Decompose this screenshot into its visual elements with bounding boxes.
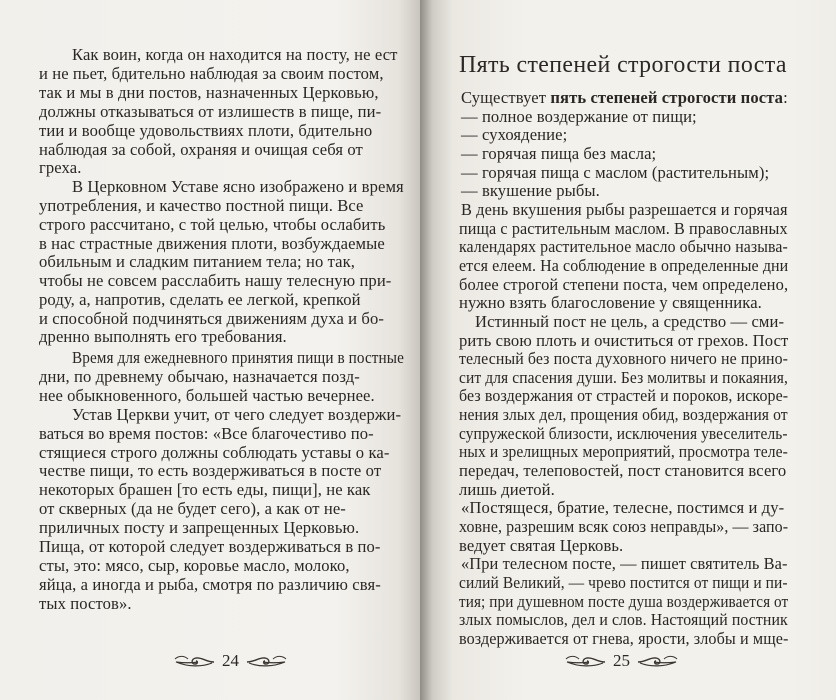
paragraph-line: без воздержания от страстей и пороков, искоре- bbox=[459, 386, 789, 406]
paragraph-line: роду, а, напротив, сделать ее легкой, крепкой bbox=[39, 290, 361, 310]
paragraph-line: календарях растительное масло обычно называ- bbox=[459, 237, 788, 257]
list-item: — полное воздержание от пищи; bbox=[461, 106, 697, 126]
list-item: — вкушение рыбы. bbox=[461, 181, 600, 201]
paragraph-line: тия; при душевном посте душа воздерживается от bbox=[459, 591, 789, 611]
paragraph-line: чтобы не совсем расслабить нашу телесную при- bbox=[39, 271, 392, 291]
paragraph-line: ется елеем. На соблюдение в определенные дни bbox=[459, 255, 789, 275]
list-item: — горячая пища без масла; bbox=[461, 143, 657, 163]
ornament-right-icon bbox=[636, 653, 680, 669]
paragraph-line: ховне, разрешим всяк союз неправды», — запо- bbox=[459, 517, 789, 537]
page-number: 24 bbox=[222, 651, 239, 670]
intro-text: Существует bbox=[461, 88, 551, 107]
list-item: — сухоядение; bbox=[461, 125, 568, 145]
paragraph-line: нужно взять благословение у священника. bbox=[459, 293, 762, 313]
paragraph-line: ваться во время постов: «Все благочестиво по- bbox=[39, 423, 374, 443]
paragraph-line: телесный без поста духовного ничего не прино- bbox=[459, 349, 789, 369]
paragraph-line: дренно выполнять его требования. bbox=[39, 327, 287, 347]
paragraph-line: супружеской близости, исключения увеселитель- bbox=[459, 423, 788, 443]
bleed-through-edge bbox=[792, 0, 836, 700]
paragraph-line: более строгой степени поста, чем определено, bbox=[459, 274, 789, 294]
intro-line bbox=[461, 88, 788, 107]
paragraph-line: в нас страстные движения плоти, возбуждаемые bbox=[39, 233, 385, 253]
paragraph-line: стящиеся строго должны соблюдать уставы о ка- bbox=[39, 442, 390, 462]
paragraph-line: В день вкушения рыбы разрешается и горячая bbox=[461, 199, 788, 219]
intro-colon: : bbox=[783, 88, 788, 107]
paragraph-line: тии и вообще удовольствиях плоти, бдительно bbox=[39, 120, 373, 140]
paragraph-line: должны отказываться от излишеств в пище, пи- bbox=[39, 101, 382, 121]
paragraph-line: передач, телеповостей, пост становится всего bbox=[459, 461, 787, 481]
paragraph-line: Устав Церкви учит, от чего следует воздержи- bbox=[72, 404, 402, 424]
paragraph-line: Как воин, когда он находится на посту, не ест bbox=[72, 45, 398, 64]
left-page-footer bbox=[172, 651, 289, 671]
paragraph-line: злых помыслов, дел и слов. Настоящий постник bbox=[459, 610, 788, 630]
paragraph-line: яйца, а иногда и рыба, смотря по различию свя- bbox=[39, 575, 381, 595]
paragraph-line: употребления, и качество постной пищи. Все bbox=[39, 195, 364, 215]
ornament-right-icon bbox=[245, 653, 289, 669]
paragraph-line: греха. bbox=[39, 157, 82, 177]
section-heading: Пять степеней строгости поста bbox=[459, 52, 787, 78]
paragraph-line: и не пьет, бдительно наблюдая за своим постом, bbox=[39, 63, 384, 83]
intro-bold-text: пять степеней строгости поста bbox=[550, 88, 784, 107]
paragraph-line: обильным и сладким питанием тела; но так, bbox=[39, 252, 356, 272]
paragraph-line: нения злых дел, прощения обид, воздержания от bbox=[459, 405, 788, 425]
paragraph-line: дни, по древнему обычаю, назначается позд- bbox=[39, 366, 360, 386]
paragraph-line: некоторых брашен [то есть еды, пищи], не как bbox=[39, 480, 371, 500]
paragraph-line: Истинный пост не цель, а средство — сми- bbox=[475, 311, 785, 331]
list-item: — горячая пища с маслом (растительным); bbox=[461, 162, 770, 182]
right-page-footer bbox=[563, 651, 680, 671]
ornament-left-icon bbox=[172, 653, 216, 669]
paragraph-line: строго рассчитано, с той целью, чтобы ослабить bbox=[39, 214, 386, 234]
ornament-left-icon bbox=[563, 653, 607, 669]
paragraph-line: и способной подчиняться движениям духа и бо- bbox=[39, 309, 384, 329]
paragraph-line: от скверных (да не будет сего), а как от не- bbox=[39, 499, 346, 519]
paragraph-line: Пища, от которой следует воздерживаться в по- bbox=[39, 537, 381, 557]
paragraph-line: тых постов». bbox=[39, 594, 132, 613]
paragraph-line: нее обыкновенного, большей частью вечернее. bbox=[39, 385, 375, 405]
paragraph-line: сты, это: мясо, сыр, коровье масло, молоко, bbox=[39, 556, 350, 576]
paragraph-line: В Церковном Уставе ясно изображено и время bbox=[72, 176, 404, 196]
paragraph-line: ведует святая Церковь. bbox=[459, 535, 624, 555]
paragraph-line: наблюдая за собой, охраняя и очищая себя от bbox=[39, 139, 363, 159]
paragraph-line: Время для ежедневного принятия пищи в постные bbox=[72, 347, 404, 367]
paragraph-line: сит для спасения души. Без молитвы и покаяния, bbox=[459, 367, 789, 387]
paragraph-line: приличных посту и запрещенных Церковью. bbox=[39, 518, 360, 538]
paragraph-line: ных и зрелищных мероприятий, просмотра теле- bbox=[459, 442, 788, 462]
paragraph-line: так и мы в дни постов, назначенных Церковью, bbox=[39, 82, 379, 102]
paragraph-line: честве пищи, то есть воздерживаться в посте от bbox=[39, 461, 382, 481]
paragraph-line: воздерживается от гнева, ярости, злобы и мще- bbox=[459, 629, 789, 648]
paragraph-line: пища с растительным маслом. В православных bbox=[459, 218, 788, 238]
paragraph-line: силий Великий, — чрево постится от пищи и пи- bbox=[459, 573, 788, 593]
paragraph-line: «Постящеся, братие, телесне, постимся и ду- bbox=[461, 498, 785, 518]
paragraph-line: «При телесном посте, — пишет святитель Ва- bbox=[461, 554, 788, 574]
paragraph-line: лишь диетой. bbox=[459, 479, 555, 499]
paragraph-line: рить свою плоть и очиститься от грехов. Пост bbox=[459, 330, 789, 350]
page-number: 25 bbox=[613, 651, 630, 670]
